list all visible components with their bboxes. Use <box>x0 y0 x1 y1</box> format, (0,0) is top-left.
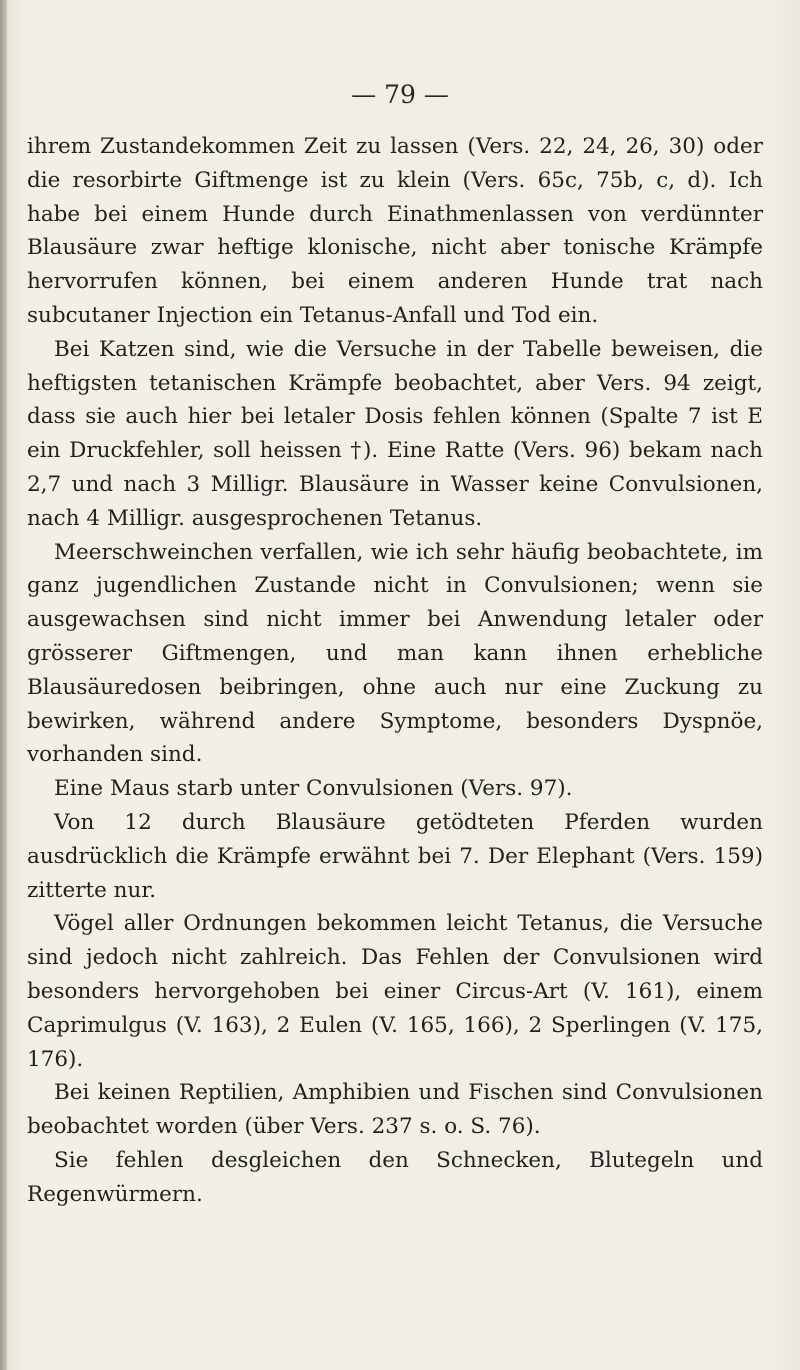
paragraph-continuation: ihrem Zustandekommen Zeit zu lassen (Vers. 22, 24, 26, 30) oder die resorbirte Giftmenge ist zu klein (Vers. 65c, 75b, c, d). Ich habe bei einem Hunde durch Einathmenlassen von verdünnter Blausäure zwar heftige klonische, nicht aber tonische Krämpfe hervorrufen können, bei einem anderen Hunde trat nach subcutaner Injection ein Tetanus-Anfall und Tod ein. <box>27 134 763 328</box>
body-text <box>27 130 763 1212</box>
page-number: — 79 — <box>351 80 449 109</box>
paragraph-reptilien: Bei keinen Reptilien, Amphibien und Fischen sind Convulsionen beobachtet worden (über Vers. 237 s. o. S. 76). <box>27 1080 763 1140</box>
paragraph-meerschweinchen: Meerschweinchen verfallen, wie ich sehr häufig beobachtete, im ganz jugendlichen Zustande nicht in Convulsionen; wenn sie ausgewachsen sind nicht immer bei Anwendung letaler oder grösserer Giftmengen, und man kann ihnen erhebliche Blausäuredosen beibringen, ohne auch nur eine Zuckung zu bewirken, während andere Symptome, besonders Dyspnöe, vorhanden sind. <box>27 539 763 768</box>
paragraph-voegel: Vögel aller Ordnungen bekommen leicht Tetanus, die Versuche sind jedoch nicht zahlreich. Das Fehlen der Convulsionen wird besonders hervorgehoben bei einer Circus-Art (V. 161), einem Caprimulgus (V. 163), 2 Eulen (V. 165, 166), 2 Sperlingen (V. 175, 176). <box>27 911 763 1072</box>
paragraph-katzen: Bei Katzen sind, wie die Versuche in der Tabelle beweisen, die heftigsten tetanischen Krämpfe beobachtet, aber Vers. 94 zeigt, dass sie auch hier bei letaler Dosis fehlen können (Spalte 7 ist E ein Druckfehler, soll heissen †). Eine Ratte (Vers. 96) bekam nach 2,7 und nach 3 Milligr. Blausäure in Wasser keine Convulsionen, nach 4 Milligr. ausgesprochenen Tetanus. <box>27 336 763 531</box>
paragraph-pferde: Von 12 durch Blausäure getödteten Pferden wurden ausdrücklich die Krämpfe erwähnt bei 7. Der Elephant (Vers. 159) zitterte nur. <box>27 809 763 903</box>
paragraph-maus: Eine Maus starb unter Convulsionen (Vers. 97). <box>54 776 573 802</box>
page-binding-edge <box>0 0 7 1370</box>
paragraph-schnecken: Sie fehlen desgleichen den Schnecken, Blutegeln und Regenwürmern. <box>27 1147 763 1207</box>
